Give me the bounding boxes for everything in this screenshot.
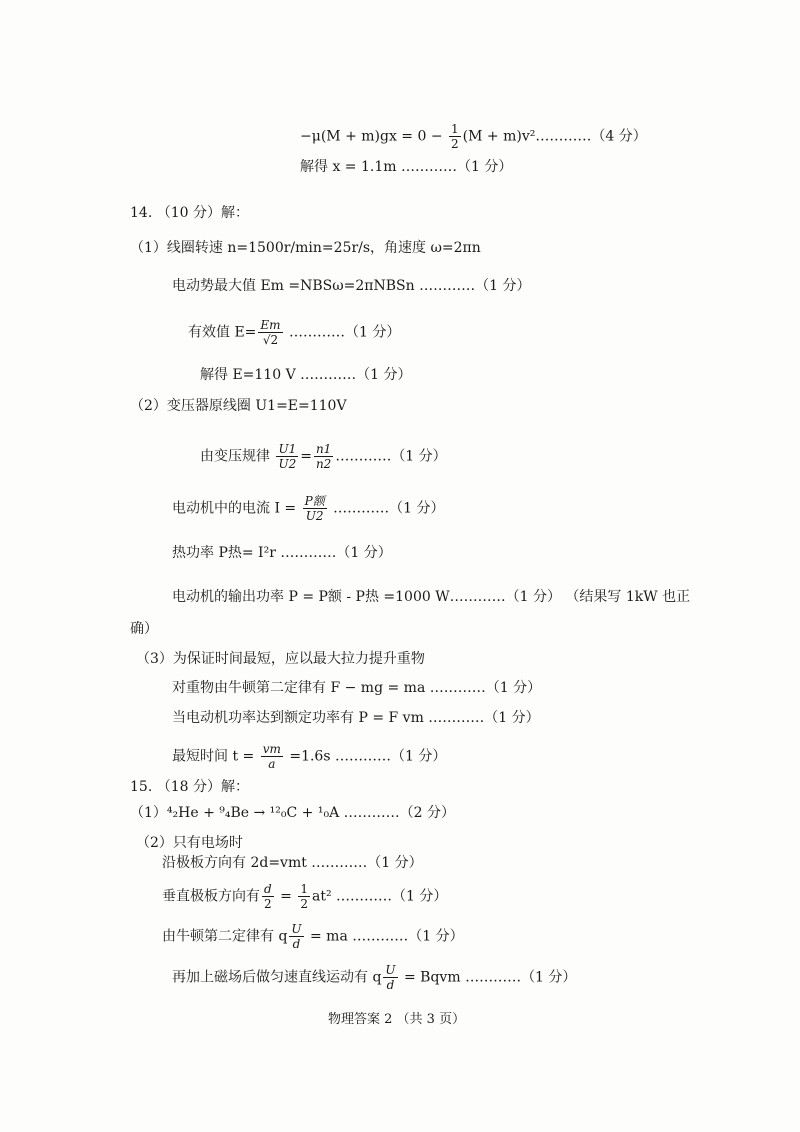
magnetic-field-line (172, 963, 576, 992)
energy-equation-left: −μ(M + m)gx = 0 − (300, 128, 448, 145)
vm-over-a: $\frac{vm}{a}$ (262, 742, 281, 771)
u1-over-u2: $\frac{U1}{U2}$ (278, 442, 297, 471)
fraction-half: $\frac{1}{2}$ (451, 122, 459, 151)
perpendicular-score: at² …………（1 分） (311, 888, 448, 905)
nuclear-reaction-line: （1）⁴₂He + ⁹₄Be → ¹²₀C + ¹₀A …………（2 分） (130, 805, 456, 821)
part-2-primary: （2）变压器原线圈 U1=E=110V (130, 398, 347, 414)
n1-over-n2: $\frac{n1}{n2}$ (315, 442, 332, 471)
rated-power-line: 当电动机功率达到额定功率有 P = F vm …………（1 分） (172, 710, 540, 726)
one-half: $\frac{1}{2}$ (300, 882, 308, 911)
motor-current-score: …………（1 分） (328, 500, 445, 517)
newton-electric-label: 由牛顿第二定律有 q (162, 928, 288, 945)
shortest-time-line (172, 742, 446, 771)
energy-equation-right: (M + m)v²…………（4 分） (462, 128, 647, 145)
motor-current-line (172, 494, 445, 523)
output-power-line: 电动机的输出功率 P = P额 - P热 =1000 W…………（1 分） （结果写 1kW 也正 (172, 589, 691, 605)
u-over-d-2: $\frac{U}{d}$ (385, 963, 396, 992)
shortest-time-result: =1.6s …………（1 分） (284, 748, 447, 765)
em-over-root2: $\frac{Em}{√2}$ (260, 318, 281, 347)
solve-x-line: 解得 x = 1.1m …………（1 分） (300, 159, 513, 175)
question-14-heading: 14. （10 分）解： (130, 205, 249, 221)
u-over-d: $\frac{U}{d}$ (291, 922, 302, 951)
magnetic-field-label: 再加上磁场后做匀速直线运动有 q (172, 969, 382, 986)
transformer-label: 由变压规律 (200, 448, 275, 465)
p-over-u2: $\frac{\text{P额}}{U2}$ (304, 494, 325, 523)
heat-power-line: 热功率 P热= I²r …………（1 分） (172, 545, 392, 561)
electric-field-only: （2）只有电场时 (136, 835, 243, 851)
energy-equation-line (300, 122, 647, 151)
motor-current-label: 电动机中的电流 I = (172, 500, 301, 517)
transformer-score: …………（1 分） (335, 448, 447, 465)
part-3-intro: （3）为保证时间最短，应以最大拉力提升重物 (136, 651, 425, 667)
rms-label: 有效值 E= (188, 324, 257, 341)
perpendicular-label: 垂直极板方向有 (162, 888, 260, 905)
output-power-continued: 确） (130, 621, 158, 637)
emf-max-line: 电动势最大值 Em =NBSω=2πNBSn …………（1 分） (172, 278, 531, 294)
page-footer: 物理答案 2 （共 3 页） (328, 1012, 466, 1027)
question-15-heading: 15. （18 分）解： (130, 779, 249, 795)
newton-electric-line (162, 922, 464, 951)
magnetic-field-score: = Bqvm …………（1 分） (399, 969, 577, 986)
d-over-2: $\frac{d}{2}$ (264, 882, 272, 911)
perpendicular-line (162, 882, 447, 911)
newton-law-line: 对重物由牛顿第二定律有 F − mg = ma …………（1 分） (172, 680, 542, 696)
part-1-rotation: （1）线圈转速 n=1500r/min=25r/s，角速度 ω=2πn (130, 240, 481, 256)
rms-value-line (188, 318, 400, 347)
solve-e-line: 解得 E=110 V …………（1 分） (200, 367, 412, 383)
newton-electric-score: = ma …………（1 分） (305, 928, 464, 945)
rms-score: …………（1 分） (284, 324, 401, 341)
along-plate-line: 沿极板方向有 2d=vmt …………（1 分） (162, 855, 423, 871)
equals-sign-2: = (275, 888, 297, 905)
equals-sign: = (300, 448, 312, 465)
shortest-time-label: 最短时间 t = (172, 748, 259, 765)
transformer-rule-line (200, 442, 447, 471)
